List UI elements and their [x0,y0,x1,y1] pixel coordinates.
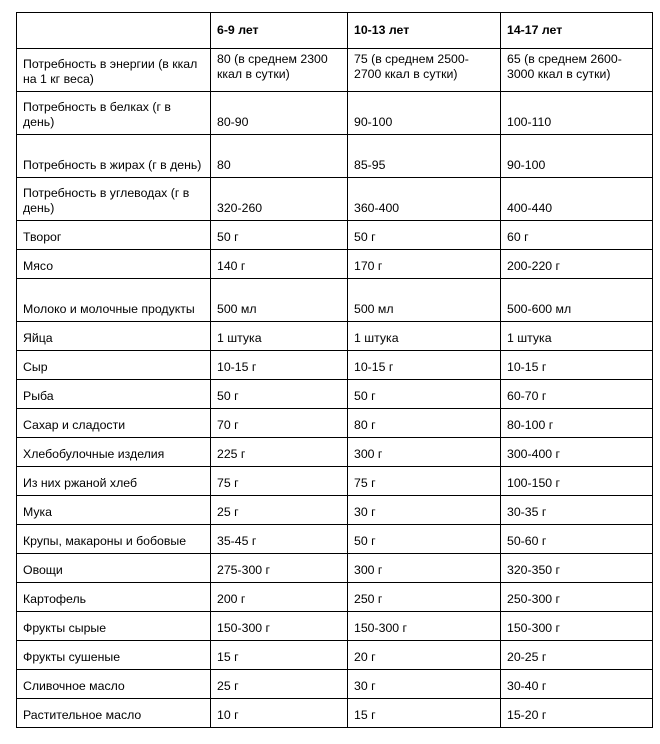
row-label-cell: Потребность в углеводах (г в день) [17,178,211,221]
value-cell-age-10-13: 1 штука [348,322,501,351]
table-row [17,670,653,699]
header-cell-empty [17,13,211,49]
value-cell-age-6-9: 225 г [211,438,348,467]
value-cell-age-14-17: 100-110 [501,92,653,135]
row-label-cell: Фрукты сырые [17,612,211,641]
row-label-cell: Картофель [17,583,211,612]
table-row [17,92,653,135]
table-row [17,641,653,670]
row-label-cell: Яйца [17,322,211,351]
value-cell-age-14-17: 60-70 г [501,380,653,409]
header-cell-age-14-17: 14-17 лет [501,13,653,49]
value-cell-age-6-9: 50 г [211,221,348,250]
table-row [17,699,653,728]
row-label-cell: Мясо [17,250,211,279]
value-cell-age-10-13: 75 (в среднем 2500-2700 ккал в сутки) [348,49,501,92]
value-cell-age-10-13: 15 г [348,699,501,728]
value-cell-age-6-9: 150-300 г [211,612,348,641]
value-cell-age-14-17: 10-15 г [501,351,653,380]
table-header-row [17,13,653,49]
value-cell-age-10-13: 80 г [348,409,501,438]
row-label-cell: Хлебобулочные изделия [17,438,211,467]
value-cell-age-14-17: 20-25 г [501,641,653,670]
value-cell-age-14-17: 65 (в среднем 2600-3000 ккал в сутки) [501,49,653,92]
value-cell-age-6-9: 80 [211,135,348,178]
value-cell-age-14-17: 30-35 г [501,496,653,525]
value-cell-age-6-9: 15 г [211,641,348,670]
value-cell-age-10-13: 360-400 [348,178,501,221]
value-cell-age-10-13: 50 г [348,380,501,409]
row-label-cell: Потребность в энергии (в ккал на 1 кг веса) [17,49,211,92]
table-row [17,250,653,279]
value-cell-age-14-17: 300-400 г [501,438,653,467]
header-cell-age-10-13: 10-13 лет [348,13,501,49]
table-row [17,279,653,322]
value-cell-age-6-9: 10 г [211,699,348,728]
value-cell-age-6-9: 500 мл [211,279,348,322]
value-cell-age-10-13: 50 г [348,221,501,250]
table-row [17,135,653,178]
table-row [17,49,653,92]
table-row [17,612,653,641]
value-cell-age-14-17: 60 г [501,221,653,250]
value-cell-age-6-9: 1 штука [211,322,348,351]
table-row [17,351,653,380]
table-row [17,322,653,351]
value-cell-age-10-13: 50 г [348,525,501,554]
table-row [17,467,653,496]
value-cell-age-6-9: 25 г [211,670,348,699]
table-row [17,438,653,467]
value-cell-age-14-17: 150-300 г [501,612,653,641]
value-cell-age-10-13: 300 г [348,438,501,467]
value-cell-age-14-17: 90-100 [501,135,653,178]
value-cell-age-14-17: 80-100 г [501,409,653,438]
value-cell-age-10-13: 170 г [348,250,501,279]
value-cell-age-10-13: 85-95 [348,135,501,178]
value-cell-age-10-13: 300 г [348,554,501,583]
table-row [17,525,653,554]
header-cell-age-6-9: 6-9 лет [211,13,348,49]
value-cell-age-6-9: 25 г [211,496,348,525]
row-label-cell: Крупы, макароны и бобовые [17,525,211,554]
table-row [17,221,653,250]
value-cell-age-14-17: 1 штука [501,322,653,351]
nutrition-table [16,12,653,728]
value-cell-age-14-17: 50-60 г [501,525,653,554]
row-label-cell: Из них ржаной хлеб [17,467,211,496]
value-cell-age-14-17: 30-40 г [501,670,653,699]
table-row [17,409,653,438]
row-label-cell: Овощи [17,554,211,583]
value-cell-age-6-9: 10-15 г [211,351,348,380]
value-cell-age-6-9: 80 (в среднем 2300 ккал в сутки) [211,49,348,92]
value-cell-age-14-17: 500-600 мл [501,279,653,322]
value-cell-age-14-17: 15-20 г [501,699,653,728]
value-cell-age-14-17: 320-350 г [501,554,653,583]
table-row [17,583,653,612]
row-label-cell: Потребность в жирах (г в день) [17,135,211,178]
row-label-cell: Фрукты сушеные [17,641,211,670]
value-cell-age-10-13: 150-300 г [348,612,501,641]
row-label-cell: Сахар и сладости [17,409,211,438]
value-cell-age-10-13: 30 г [348,496,501,525]
value-cell-age-10-13: 90-100 [348,92,501,135]
row-label-cell: Потребность в белках (г в день) [17,92,211,135]
value-cell-age-10-13: 75 г [348,467,501,496]
value-cell-age-6-9: 80-90 [211,92,348,135]
row-label-cell: Молоко и молочные продукты [17,279,211,322]
row-label-cell: Мука [17,496,211,525]
value-cell-age-6-9: 320-260 [211,178,348,221]
value-cell-age-14-17: 400-440 [501,178,653,221]
value-cell-age-14-17: 100-150 г [501,467,653,496]
value-cell-age-10-13: 10-15 г [348,351,501,380]
value-cell-age-10-13: 20 г [348,641,501,670]
row-label-cell: Творог [17,221,211,250]
table-row [17,178,653,221]
row-label-cell: Сыр [17,351,211,380]
value-cell-age-6-9: 70 г [211,409,348,438]
table-row [17,380,653,409]
row-label-cell: Рыба [17,380,211,409]
value-cell-age-6-9: 140 г [211,250,348,279]
table-row [17,554,653,583]
value-cell-age-6-9: 50 г [211,380,348,409]
row-label-cell: Растительное масло [17,699,211,728]
value-cell-age-6-9: 35-45 г [211,525,348,554]
value-cell-age-6-9: 200 г [211,583,348,612]
table-row [17,496,653,525]
value-cell-age-6-9: 275-300 г [211,554,348,583]
value-cell-age-10-13: 250 г [348,583,501,612]
value-cell-age-6-9: 75 г [211,467,348,496]
value-cell-age-14-17: 200-220 г [501,250,653,279]
row-label-cell: Сливочное масло [17,670,211,699]
value-cell-age-10-13: 30 г [348,670,501,699]
value-cell-age-10-13: 500 мл [348,279,501,322]
value-cell-age-14-17: 250-300 г [501,583,653,612]
